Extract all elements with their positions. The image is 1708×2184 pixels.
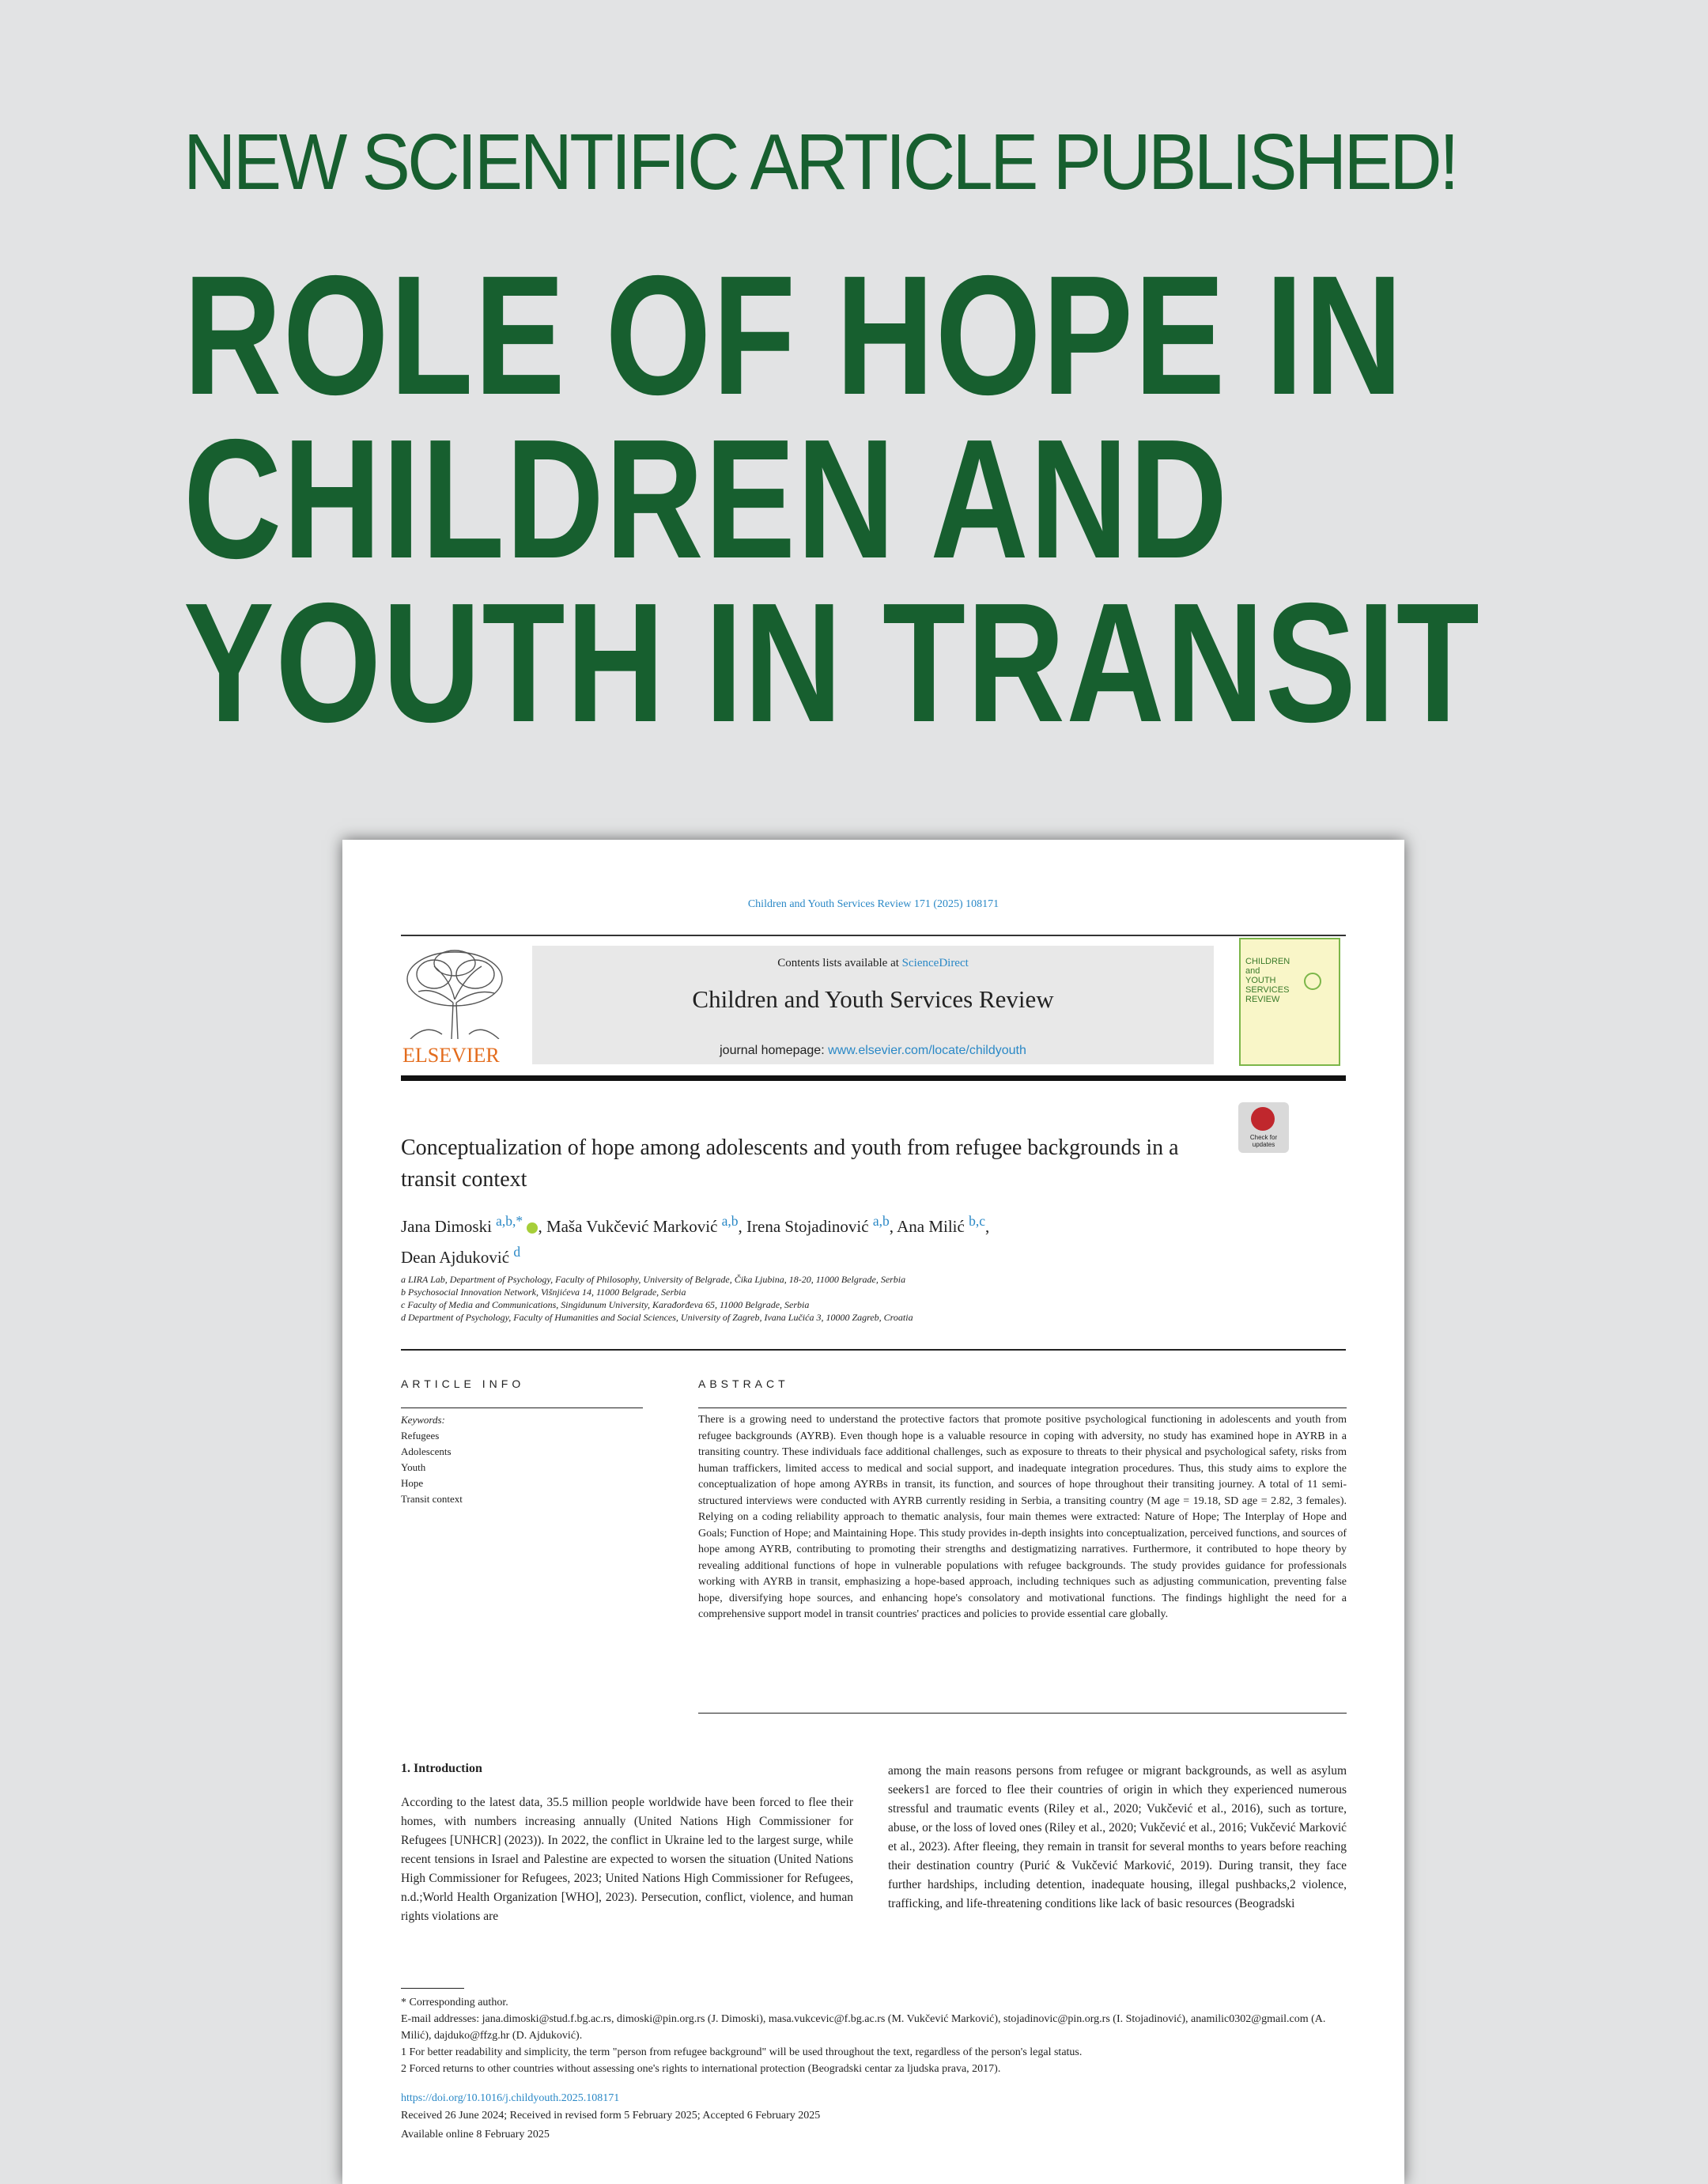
footnote: 1 For better readability and simplicity, the term "person from refugee background" will be used throughout the text, regardless of the person's legal status. [401,2046,1083,2058]
masthead-rule [401,1075,1346,1081]
author-affiliation-marks[interactable]: d [513,1244,521,1260]
article-info-heading: ARTICLE INFO [401,1377,525,1390]
cover-title: CHILDREN and YOUTH SERVICES REVIEW [1245,957,1290,1004]
headline [183,240,1481,758]
author-affiliation-marks[interactable]: a,b,* [496,1213,523,1229]
affiliation: c Faculty of Media and Communications, Singidunum University, Karađorđeva 65, 11000 Belgrade, Serbia [401,1299,810,1310]
announcement-kicker: NEW SCIENTIFIC ARTICLE PUBLISHED! [183,118,1457,206]
affiliation: a LIRA Lab, Department of Psychology, Faculty of Philosophy, University of Belgrade, Čika Ljubina, 18-20, 11000 Belgrade, Serbia [401,1274,906,1285]
journal-masthead [532,946,1214,1064]
cover-emblem-icon [1304,973,1321,990]
homepage-link[interactable]: www.elsevier.com/locate/childyouth [828,1044,1026,1057]
keyword: Youth [401,1461,426,1473]
journal-homepage [532,1044,1214,1058]
keywords-label: Keywords: [401,1414,445,1426]
elsevier-tree-logo [402,947,507,1039]
journal-citation[interactable]: Children and Youth Services Review 171 (2025) 108171 [747,898,999,910]
author-list: Jana Dimoski $^{a,b,*}$ , Maša Vukčević Marković $^{a,b}$, Irena Stojadinović $^{a,b}$, Ana Milić $^{b,c}$, Dean Ajduković $^d$ [401,1213,990,1267]
available-online: Available online 8 February 2025 [401,2129,550,2141]
elsevier-wordmark: ELSEVIER [402,1044,500,1067]
affiliation: b Psychosocial Innovation Network, Višnjićeva 14, 11000 Belgrade, Serbia [401,1287,686,1298]
author-name: Ana Milić [897,1217,965,1236]
author-name: Irena Stojadinović [746,1217,869,1236]
article-title: Conceptualization of hope among adolescents and youth from refugee backgrounds in a transit context [401,1135,1179,1192]
author-affiliation-marks[interactable]: a,b [721,1213,739,1229]
keywords-block [401,1412,463,1507]
footnote: E-mail addresses: jana.dimoski@stud.f.bg.ac.rs, dimoski@pin.org.rs (J. Dimoski), masa.vukcevic@f.bg.ac.rs (M. Vukčević Marković), stojadinovic@pin.org.rs (I. Stojadinović), anamilic0302@gmail.com (A. Milić), dajduko@ffzg.hr (D. Ajduković). [401,2013,1326,2042]
bookmark-icon [1251,1107,1275,1131]
headline-line-3: YOUTH IN TRANSIT [183,567,1481,758]
author-name: Dean Ajduković [401,1248,510,1267]
article-first-page [342,840,1404,2184]
headline-line-2: CHILDREN AND [183,403,1229,594]
top-rule [401,935,1346,936]
doi-link[interactable]: https://doi.org/10.1016/j.childyouth.2025.108171 [401,2092,620,2104]
introduction-heading: 1. Introduction [401,1762,482,1775]
contents-line [532,957,1214,970]
author-affiliation-marks[interactable]: b,c [969,1213,985,1229]
abstract-text: There is a growing need to understand the protective factors that promote positive psychological functioning in adolescents and youth from refugee backgrounds (AYRB). Even though hope is a valuable resource in coping with adversity, no study has examined hope in AYRB in a transiting country. These individuals face additional challenges, such as exposure to threats to their physical and psychological safety, risks from human traffickers, limited access to medical and social support, and inadequate integration procedures. Thus, this study aims to explore the conceptualization of hope among AYRBs in transit, its function, and sources of hope throughout their transiting journey. A total of 11 semi-structured interviews were conducted with AYRB currently residing in Serbia, a transiting country (M age = 19.18, SD age = 2.82, 3 females). Relying on a coding reliability approach to thematic analysis, four main themes were extracted: Nature of Hope; The Interplay of Hope and Goals; Function of Hope; and Maintaining Hope. This study provides in-depth insights into conceptualization, perceived functions, and sources of hope among AYRB, contributing to promoting their strengths and destigmatizing narratives. Furthermore, it contributed to hope theory by revealing additional functions of hope in vulnerable populations with refugee backgrounds. The study provides guidance for professionals working with AYRB in transit, emphasizing a hope-based approach, including techniques such as adjusting communication, preventing false hope, diversifying hope sources, and enhancing hope's consolatory and motivational functions. The findings highlight the need for a comprehensive support model in transit countries' practices and policies to provide essential care globally. [698,1414,1347,1620]
keyword: Adolescents [401,1445,452,1457]
abstract-heading: ABSTRACT [698,1377,789,1390]
journal-cover-thumbnail [1239,938,1340,1066]
check-for-updates-badge[interactable] [1238,1102,1289,1153]
author-name: Maša Vukčević Marković [546,1217,718,1236]
check-updates-label: Check for updates [1249,1134,1278,1148]
abstract-end-rule [698,1713,1347,1714]
homepage-prefix: journal homepage: [720,1044,829,1057]
footnote: 2 Forced returns to other countries without assessing one's rights to international protection (Beogradski centar za ljudska prava, 2017). [401,2063,1001,2075]
footnote: * Corresponding author. [401,1997,508,2008]
orcid-icon[interactable] [527,1222,538,1234]
affiliation: d Department of Psychology, Faculty of Humanities and Social Sciences, University of Zagreb, Ivana Lučića 3, 10000 Zagreb, Croatia [401,1312,913,1323]
received-dates: Received 26 June 2024; Received in revised form 5 February 2025; Accepted 6 February 2025 [401,2110,821,2122]
keyword: Transit context [401,1493,463,1505]
footnote-rule [401,1988,464,1989]
contents-prefix: Contents lists available at [777,957,902,969]
keyword: Hope [401,1477,424,1489]
author-name: Jana Dimoski [401,1217,492,1236]
footnotes [401,1994,1347,2077]
sciencedirect-link[interactable]: ScienceDirect [901,957,969,969]
author-affiliation-marks[interactable]: a,b [872,1213,890,1229]
headline-line-1: ROLE OF HOPE IN [183,240,1404,430]
section-rule [401,1349,1346,1351]
journal-name: Children and Youth Services Review [692,985,1054,1013]
affiliations [401,1273,1350,1324]
keyword: Refugees [401,1430,440,1442]
introduction-column-left: According to the latest data, 35.5 million people worldwide have been forced to flee their homes, with numbers increasing annually (United Nations High Commissioner for Refugees [UNHCR] (2023)). In 2022, the conflict in Ukraine led to the largest surge, while recent tensions in Israel and Palestine are expected to worsen the situation (United Nations High Commissioner for Refugees, 2023; United Nations High Commissioner for Refugees, n.d.;World Health Organization [WHO], 2023). Persecution, conflict, violence, and human rights violations are [401,1796,853,1923]
introduction-column-right: among the main reasons persons from refugee or migrant backgrounds, as well as asylum seekers1 are forced to flee their countries of origin in which they experienced numerous stressful and traumatic events (Riley et al., 2020; Vukčević et al., 2016), such as torture, abuse, or the loss of loved ones (Riley et al., 2020; Vukčević et al., 2016; Vukčević Marković et al., 2023). After fleeing, they remain in transit for several months to years before reaching their destination country (Purić & Vukčević Marković, 2019). During transit, they face further hardships, including detention, inadequate housing, illegal pushbacks,2 violence, trafficking, and life-threatening conditions like lack of basic resources (Beogradski [888,1764,1347,1910]
